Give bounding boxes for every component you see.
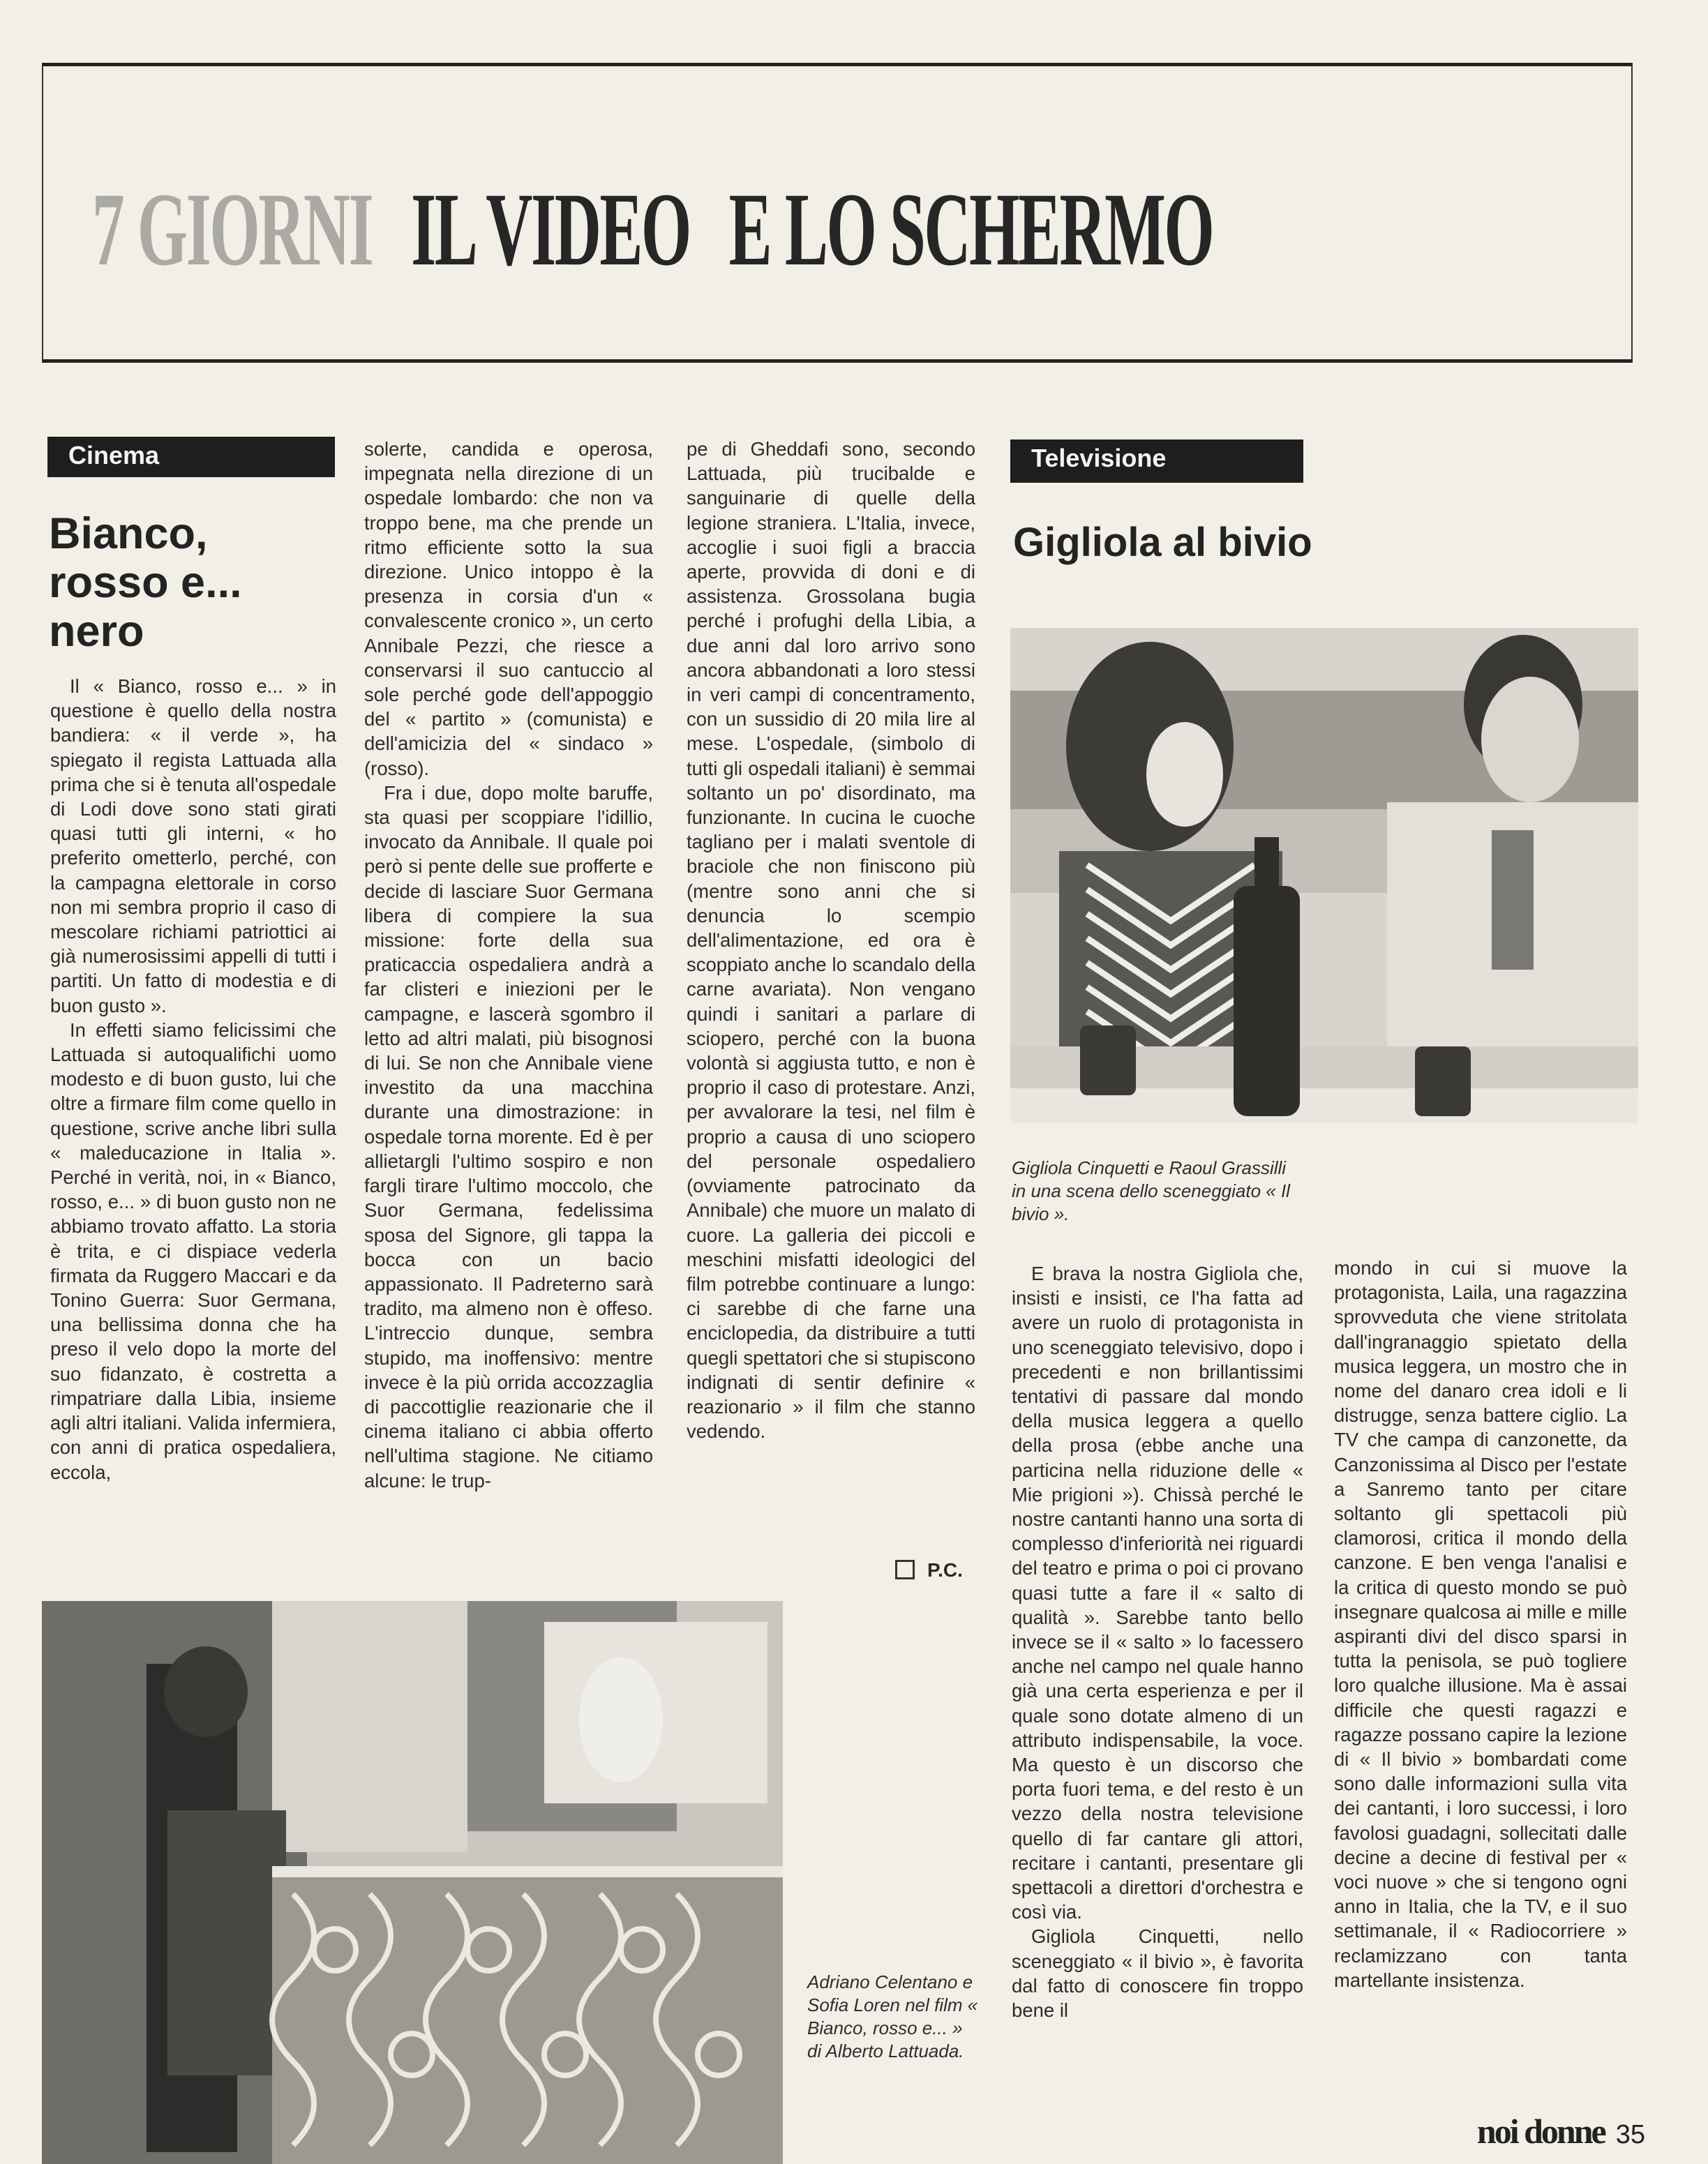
- page-footer: [1477, 2111, 1645, 2151]
- masthead-box: [42, 63, 1633, 363]
- section-tag-cinema: Cinema: [47, 437, 335, 477]
- cinema-headline: [49, 509, 242, 656]
- tv-photo-caption: Gigliola Cinquetti e Raoul Grassilli in una scena dello sceneggiato « Il bivio ».: [1012, 1157, 1290, 1224]
- cinema-paragraph: In effetti siamo felicissimi che Lattuada si autoqualifichi uomo modesto e di buon gusto, lui che oltre a firmare film come quello in questione, scrive anche libri sulla « maleducazione in Italia ». Perché in verità, noi, in « Bianco, rosso, e... » di buon gusto non ne abbiamo trovato affatto. La storia è trita, e ci dispiace vederla firmata da Ruggero Maccari e da Tonino Guerra: Suor Germana, una bellissima donna che ha preso il velo dopo la morte del suo fidanzato, è costretta a rimpatriare dalla Libia, insieme agli altri italiani. Valida infermiera, con anni di pratica ospedaliera, eccola,: [50, 1019, 336, 1483]
- cinema-column-2: [364, 437, 653, 1588]
- cinema-paragraph: Fra i due, dopo molte baruffe, sta quasi per scoppiare l'idillio, invocato da Annibale. Il quale poi però si pente delle sue profferte e decide di lasciare Suor Germana libera di compiere la sua missione: forte della sua praticaccia ospedaliera andrà a far clisteri e iniezioni per le campagne, e lascerà sgombro il letto ad altri malati, più bisognosi di lui. Se non che Annibale viene investito da una macchina durante una dimostrazione: in ospedale torna morente. Ed è per allietargli l'ultimo sospiro e non fargli tirare l'ultimo moccolo, che Suor Germana, fedelissima sposa del Signore, gli tappa la bocca con un bacio appassionato. Il Padreterno sarà tradito, ma almeno non è offeso. L'intreccio dunque, sembra stupido, ma inoffensivo: mentre invece è la più orrida accozzaglia di paccottiglie reazionarie che il cinema italiano ci abbia offerto nell'ultima stagione. Ne citiamo alcune: le trup-: [364, 781, 653, 1491]
- cinema-paragraph: pe di Gheddafi sono, secondo Lattuada, più trucibalde e sanguinarie di quelle della legione straniera. L'Italia, invece, accoglie i suoi figli a braccia aperte, provvida di doni e di assistenza. Grossolana bugia perché i profughi della Libia, a due anni dal loro arrivo sono ancora abbandonati a loro stessi in veri campi di concentramento, con un sussidio di 20 mila lire al mese. L'ospedale, (simbolo di tutti gli ospedali italiani) è semmai soltanto un po' disordinato, ma funzionante. In cucina le cuoche tagliano per i malati sventole di braciole che non finiscono più (mentre sono anni che si denuncia lo scempio dell'alimentazione, ed ora è scoppiato anche lo scandalo della carne avariata). Non vengano quindi i sanitari a parlare di sciopero, perché con la buona volontà si aggiusta tutto, e non è proprio il caso di protestare. Anzi, per avvalorare la tesi, nel film è proprio a causa di uno sciopero del personale ospedaliero (ovviamente patrocinato da Annibale) che muore un malato di cuore. La galleria dei piccoli e meschini misfatti ideologici del film potrebbe continuare a lungo: ci sarebbe di che farne una enciclopedia, da distribuire a tutti quegli spettatori che si stupiscono indignati di sentir definire « reazionario » il film che stanno vedendo.: [687, 438, 975, 1443]
- cinema-paragraph: Il « Bianco, rosso e... » in questione è quello della nostra bandiera: « il verde », ha spiegato il regista Lattuada alla prima che si è tenuta all'ospedale di Lodi dove sono stati girati quasi tutti gli interni, « ho preferito ometterlo, perché, con la campagna elettorale in corso non mi sembra proprio il caso di mescolare richiami patriottici ai già numerosissimi appelli di tutti i partiti. Un fatto di modestia e di buon gusto ».: [50, 675, 336, 1016]
- cinema-column-1: [50, 674, 336, 1574]
- cinema-photo-caption: Adriano Celentano e Sofia Loren nel film « Bianco, rosso e... » di Alberto Lattuada.: [807, 1971, 978, 2061]
- section-tag-televisione: Televisione: [1010, 439, 1303, 483]
- page-number: 35: [1615, 2120, 1645, 2149]
- cinema-column-3: [687, 437, 975, 1546]
- tv-paragraph: E brava la nostra Gigliola che, insisti e insisti, ce l'ha fatta ad avere un ruolo di protagonista in uno sceneggiato televisivo, dopo i precedenti e non brillantissimi tentativi di passare dal mondo della musica leggera a quello della prosa (ebbe anche una particina nella riduzione delle « Mie prigioni »). Chissà perché le nostre cantanti hanno una sorta di complesso d'inferiorità nei riguardi del teatro e prima o poi ci provano quasi tutte a fare il « salto di qualità ». Sarebbe tanto bello invece se il « salto » lo facessero anche nel campo nel quale hanno già una certa esperienza e per il quale sono dotate almeno di un attributo indispensabile, la voce. Ma questo è un discorso che porta fuori tema, e del resto è un vezzo della nostra televisione quello di far cantare gli attori, recitare i cantanti, presentare gli spettacoli a direttori d'orchestra e così via.: [1012, 1263, 1303, 1923]
- signature-initials: P.C.: [927, 1559, 963, 1581]
- tv-column-1: [1012, 1261, 1303, 2022]
- masthead-prefix: 7 GIORNI: [92, 172, 373, 287]
- cinema-headline-line: nero: [49, 607, 144, 656]
- cinema-paragraph: solerte, candida e operosa, impegnata nella direzione di un ospedale lombardo: che non va troppo bene, ma che prende un ritmo efficiente sotto la sua direzione. Unico intoppo è la presenza in corsia d'un « convalescente cronico », un certo Annibale Pezzi, che riesce a conservarsi il suo cantuccio al sole perché gode dell'appoggio del « partito » (comunista) e dell'amicizia del « sindaco » (rosso).: [364, 438, 653, 779]
- article-signature: [895, 1559, 963, 1581]
- masthead-title-part2: E LO SCHERMO: [728, 172, 1213, 287]
- magazine-brand: noi donne: [1476, 2112, 1605, 2151]
- tv-paragraph: mondo in cui si muove la protagonista, Laila, una ragazzina sprovveduta che viene stritolata dall'ingranaggio spietato della musica leggera, un mostro che in nome del danaro crea idoli e li distrugge, senza battere ciglio. La TV che campa di canzonette, da Canzonissima al Disco per l'estate a Sanremo tanto per citare soltanto gli spettacoli più clamorosi, critica il mondo della canzone. E ben venga l'analisi e la critica di questo mondo se può insegnare qualcosa ai mille e mille aspiranti divi del disco sparsi in tutta la penisola, se può togliere loro qualche illusione. Ma è assai difficile che questi ragazzi e ragazze possano capire la lezione di « Il bivio » bombardati come sono dalle informazioni sulla vita dei cantanti, i loro successi, i loro favolosi guadagni, sollecitati dalle decine a decine di festival per « voci nuove » che si tengono ogni anno in Italia, che la TV, e il suo settimanale, il « Radiocorriere » reclamizzano con tanta martellante insistenza.: [1334, 1257, 1627, 1991]
- cinema-headline-line: rosso e...: [49, 558, 242, 607]
- tv-headline: Gigliola al bivio: [1013, 520, 1312, 565]
- masthead-title-part1: IL VIDEO: [411, 172, 690, 287]
- photo-illustration: [42, 1601, 783, 2164]
- photo-illustration: [1010, 628, 1638, 1123]
- masthead-title: [92, 170, 1252, 290]
- cinema-headline-line: Bianco,: [49, 509, 208, 558]
- photo-cinquetti-grassilli: [1010, 628, 1638, 1123]
- tv-paragraph: Gigliola Cinquetti, nello sceneggiato « il bivio », è favorita dal fatto di conoscere fin troppo bene il: [1012, 1925, 1303, 2022]
- photo-celentano-loren: [42, 1601, 783, 2164]
- tv-column-2: [1334, 1256, 1627, 2009]
- end-mark-square-icon: [895, 1560, 915, 1579]
